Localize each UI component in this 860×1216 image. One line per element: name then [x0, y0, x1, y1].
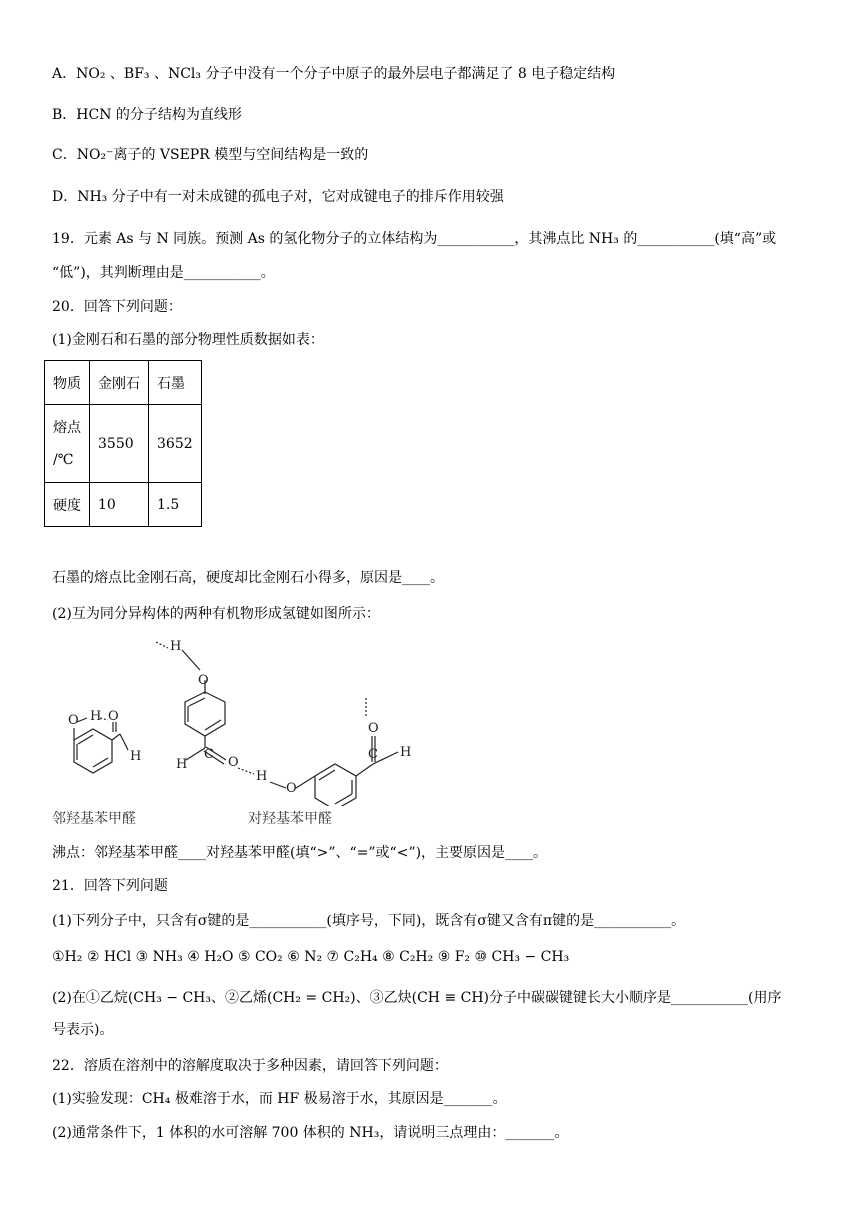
svg-text:H: H	[176, 757, 188, 772]
q21-part1: (1)下列分子中，只含有σ键的是___________(填序号，下同)，既含有σ键又含有π键的是___________。	[52, 913, 686, 929]
table-cell: 10	[90, 483, 149, 527]
q21-part2-line1: (2)在①乙烷(CH₃ − CH₃、②乙烯(CH₂ = CH₂)、③乙炔(CH ≡ CH)分子中碳碳键键长大小顺序是___________(用序	[52, 990, 782, 1006]
q21-part2-line2: 号表示)。	[52, 1022, 114, 1038]
table-cell: 3652	[149, 405, 202, 483]
q18-option-a: A．NO₂ 、BF₃ 、NCl₃ 分子中没有一个分子中原子的最外层电子都满足了 8 电子稳定结构	[52, 66, 616, 82]
q22-part2: (2)通常条件下，1 体积的水可溶解 700 体积的 NH₃，请说明三点理由：_______。	[52, 1125, 569, 1141]
table-cell: 1.5	[149, 483, 202, 527]
melting-point-unit: /℃	[53, 451, 74, 468]
caption-para: 对羟基苯甲醛	[248, 811, 332, 827]
q18-option-c: C．NO₂⁻离子的 VSEPR 模型与空间结构是一致的	[52, 147, 369, 163]
svg-text:H: H	[90, 709, 102, 724]
table-header: 金刚石	[90, 361, 149, 405]
svg-text:H: H	[130, 749, 142, 764]
table-cell	[45, 405, 90, 483]
q21-title: 21．回答下列问题	[52, 878, 168, 894]
q20-part1-question: 石墨的熔点比金刚石高，硬度却比金刚石小得多，原因是____。	[52, 570, 444, 586]
svg-text:O: O	[368, 721, 379, 736]
table-header: 石墨	[149, 361, 202, 405]
properties-table	[44, 360, 202, 527]
svg-text:O: O	[68, 713, 79, 728]
melting-point-label: 熔点	[53, 419, 81, 436]
svg-text:O: O	[228, 755, 239, 770]
svg-text:O: O	[108, 709, 119, 724]
svg-text:C: C	[368, 747, 378, 762]
q20-part2-question: 沸点：邻羟基苯甲醛____对羟基苯甲醛(填“>”、“=”或“<”)，主要原因是____。	[52, 845, 548, 861]
table-cell: 3550	[90, 405, 149, 483]
q20-title: 20．回答下列问题：	[52, 299, 182, 315]
q19-line1: 19．元素 As 与 N 同族。预测 As 的氢化物分子的立体结构为___________，其沸点比 NH₃ 的___________(填“高”或	[52, 231, 777, 247]
svg-text:H: H	[256, 769, 268, 784]
q20-part2: (2)互为同分异构体的两种有机物形成氢键如图所示：	[52, 606, 380, 622]
q20-part1: (1)金刚石和石墨的部分物理性质数据如表：	[52, 332, 324, 348]
svg-text:O: O	[198, 673, 209, 688]
svg-text:C: C	[204, 747, 214, 762]
q21-molecules: ①H₂ ② HCl ③ NH₃ ④ H₂O ⑤ CO₂ ⑥ N₂ ⑦ C₂H₄ ⑧ C₂H₂ ⑨ F₂ ⑩ CH₃ − CH₃	[52, 949, 570, 965]
q22-title: 22．溶质在溶剂中的溶解度取决于多种因素，请回答下列问题：	[52, 1058, 448, 1074]
table-header: 物质	[45, 361, 90, 405]
q19-line2: “低”)，其判断理由是___________。	[52, 265, 275, 281]
svg-text:H: H	[400, 745, 412, 760]
para-benzene-ring-2	[315, 764, 356, 806]
q18-option-b: B．HCN 的分子结构为直线形	[52, 107, 242, 123]
svg-text:H: H	[170, 639, 182, 654]
q22-part1: (1)实验发现：CH₄ 极难溶于水，而 HF 极易溶于水，其原因是_______。	[52, 1091, 507, 1107]
svg-text:O: O	[286, 781, 297, 796]
caption-ortho: 邻羟基苯甲醛	[52, 811, 136, 827]
q18-option-d: D．NH₃ 分子中有一对未成键的孤电子对，它对成键电子的排斥作用较强	[52, 189, 504, 205]
hydrogen-bond-figure	[40, 636, 480, 806]
table-cell: 硬度	[45, 483, 90, 527]
